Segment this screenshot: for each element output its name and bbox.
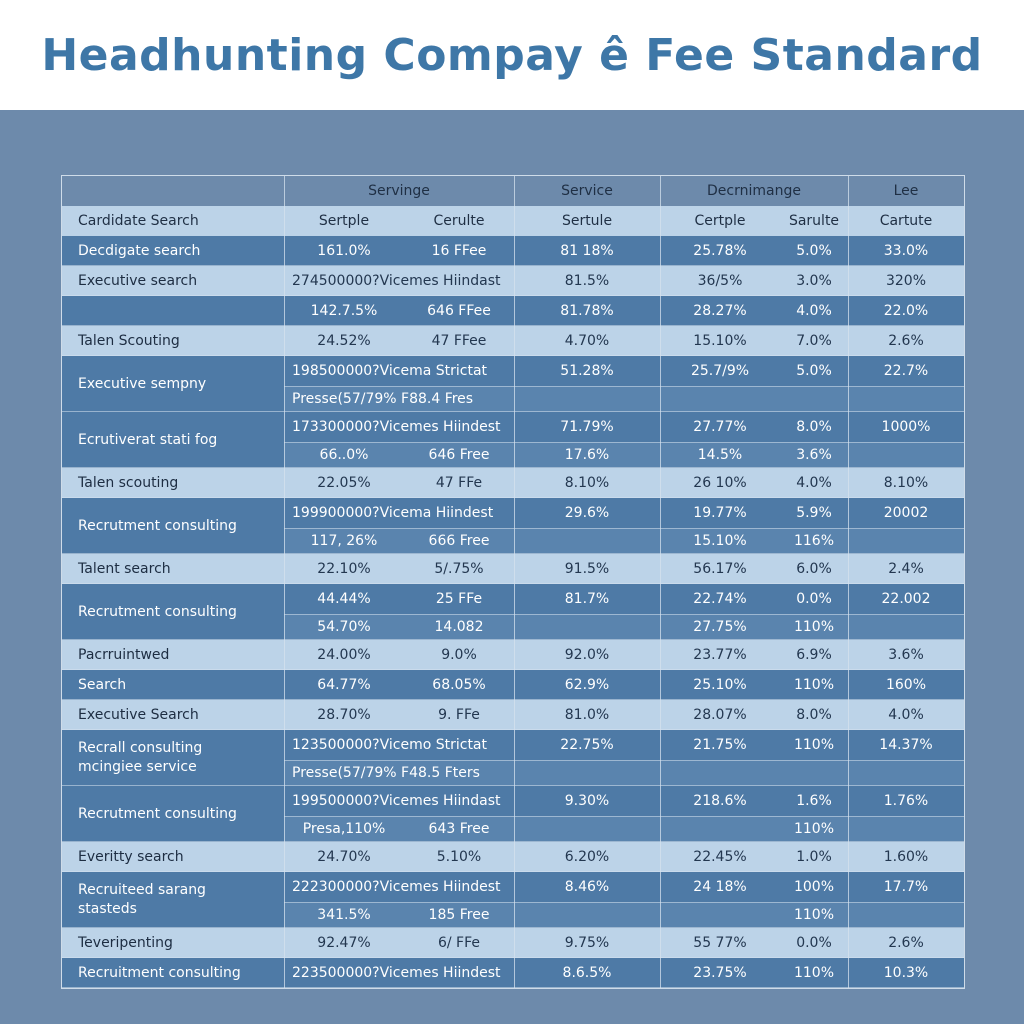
table-row — [62, 842, 964, 872]
fee-cell: 6.20% — [564, 849, 610, 865]
fee-cell: 2.4% — [888, 561, 924, 577]
fee-cell: 110% — [793, 737, 835, 753]
fee-cell: 3.0% — [796, 273, 832, 289]
fee-cell: 22.75% — [560, 737, 614, 753]
fee-cell: 4.0% — [796, 475, 832, 491]
fee-cell-merged: 199500000?Vicemes Hiindast — [292, 793, 501, 809]
fee-cell-merged: 173300000?Vicemes Hiindest — [292, 419, 501, 435]
fee-cell: 5.0% — [796, 363, 832, 379]
row-main-line — [62, 412, 964, 442]
table-subheader-row — [62, 206, 964, 236]
fee-cell: 8.46% — [564, 879, 610, 895]
table-row — [62, 958, 964, 988]
fee-cell: 0.0% — [796, 935, 832, 951]
row-main-line — [62, 700, 964, 730]
fee-cell: 1.76% — [883, 793, 929, 809]
fee-sub-cell: 27.75% — [693, 619, 747, 635]
fee-cell: 15.10% — [693, 333, 747, 349]
fee-sub-cell: 110% — [793, 619, 835, 635]
fee-sub-cell — [514, 816, 660, 842]
fee-cell: 44.44% — [317, 591, 371, 607]
fee-sub-cell: 185 Free — [428, 907, 490, 923]
fee-cell: 25.78% — [693, 243, 747, 259]
fee-sub-cell: 110% — [793, 821, 835, 837]
fee-cell: 28.27% — [693, 303, 747, 319]
fee-sub-cell-merged: Presse(57/79% F48.5 Fters — [292, 765, 480, 781]
fee-table — [61, 175, 965, 989]
column-subheader: Sarulte — [788, 213, 840, 229]
row-label-text: Talen scouting — [78, 474, 179, 491]
fee-sub-cell: 643 Free — [428, 821, 490, 837]
fee-sub-cell: 341.5% — [317, 907, 371, 923]
fee-cell: 56.17% — [693, 561, 747, 577]
table-row — [62, 356, 964, 412]
fee-cell: 8.10% — [564, 475, 610, 491]
row-main-line — [62, 296, 964, 326]
fee-cell: 22.05% — [317, 475, 371, 491]
fee-cell: 6.9% — [796, 647, 832, 663]
fee-cell: 51.28% — [560, 363, 614, 379]
table-row — [62, 584, 964, 640]
fee-cell: 9.30% — [564, 793, 610, 809]
fee-cell: 6/ FFe — [437, 935, 481, 951]
fee-cell: 27.77% — [693, 419, 747, 435]
fee-sub-cell: 116% — [793, 533, 835, 549]
fee-cell: 1.0% — [796, 849, 832, 865]
fee-cell: 22.0% — [883, 303, 929, 319]
fee-cell: 9.0% — [441, 647, 477, 663]
fee-sub-cell: Presa,110% — [302, 821, 386, 837]
fee-cell: 24 18% — [693, 879, 747, 895]
fee-cell: 10.3% — [883, 965, 929, 981]
row-main-line — [62, 554, 964, 584]
table-row — [62, 236, 964, 266]
table-row — [62, 730, 964, 786]
table-row — [62, 700, 964, 730]
row-sub-divider — [284, 614, 964, 615]
fee-cell: 646 FFee — [427, 303, 491, 319]
fee-cell: 92.0% — [564, 647, 610, 663]
fee-cell: 0.0% — [796, 591, 832, 607]
fee-cell: 142.7.5% — [310, 303, 378, 319]
fee-cell: 3.6% — [888, 647, 924, 663]
fee-cell: 33.0% — [883, 243, 929, 259]
fee-sub-cell — [514, 528, 660, 554]
row-sub-line — [284, 386, 964, 412]
fee-sub-cell: 17.6% — [564, 447, 610, 463]
fee-sub-cell — [848, 528, 964, 554]
fee-cell: 92.47% — [317, 935, 371, 951]
fee-cell: 24.70% — [317, 849, 371, 865]
fee-cell: 19.77% — [693, 505, 747, 521]
row-label-text: Recruitment consulting — [78, 964, 241, 981]
fee-cell: 5.0% — [796, 243, 832, 259]
fee-cell: 5.9% — [796, 505, 832, 521]
fee-cell: 21.75% — [693, 737, 747, 753]
row-main-line — [62, 468, 964, 498]
row-label-text: Recruiteed sarang — [78, 882, 206, 898]
fee-cell: 8.10% — [883, 475, 929, 491]
row-label-text: Decdigate search — [78, 242, 201, 259]
table-row — [62, 412, 964, 468]
fee-cell: 91.5% — [564, 561, 610, 577]
fee-cell: 25.7/9% — [690, 363, 750, 379]
fee-cell: 81.7% — [564, 591, 610, 607]
row-main-line — [62, 730, 964, 760]
table-row — [62, 928, 964, 958]
fee-sub-cell: 110% — [793, 907, 835, 923]
fee-cell: 5.10% — [436, 849, 482, 865]
row-label-text: Executive Search — [78, 706, 199, 723]
fee-cell: 110% — [793, 677, 835, 693]
fee-cell: 14.37% — [879, 737, 933, 753]
fee-sub-cell: 117, 26% — [310, 533, 378, 549]
table-row — [62, 872, 964, 928]
fee-cell: 25.10% — [693, 677, 747, 693]
column-divider — [660, 176, 661, 988]
row-label-text: Ecrutiverat stati fog — [78, 431, 218, 448]
row-label-text: Teveripenting — [78, 934, 173, 951]
table-row — [62, 786, 964, 842]
fee-cell: 22.7% — [883, 363, 929, 379]
table-row — [62, 670, 964, 700]
row-label-text: Recrall consulting — [78, 740, 203, 756]
row-main-line — [62, 266, 964, 296]
fee-cell: 9.75% — [564, 935, 610, 951]
fee-cell: 1000% — [881, 419, 931, 435]
fee-sub-cell: 15.10% — [693, 533, 747, 549]
fee-cell-merged: 123500000?Vicemo Strictat — [292, 737, 487, 753]
fee-sub-cell — [660, 816, 780, 842]
fee-sub-cell: 666 Free — [428, 533, 490, 549]
row-label-text: Recrutment consulting — [78, 517, 237, 534]
fee-cell: 7.0% — [796, 333, 832, 349]
row-main-line — [62, 356, 964, 386]
row-label-text: Talent search — [78, 560, 171, 577]
fee-cell: 22.74% — [693, 591, 747, 607]
fee-cell: 23.77% — [693, 647, 747, 663]
row-sub-line — [284, 760, 964, 786]
fee-sub-cell — [848, 816, 964, 842]
row-sub-divider — [284, 902, 964, 903]
fee-sub-cell: 54.70% — [317, 619, 371, 635]
row-main-line — [62, 670, 964, 700]
row-sub-divider — [284, 760, 964, 761]
row-label-text: Recrutment consulting — [78, 603, 237, 620]
fee-cell: 81.0% — [564, 707, 610, 723]
table-row — [62, 266, 964, 296]
fee-cell: 62.9% — [564, 677, 610, 693]
column-header: Service — [561, 183, 613, 199]
row-label-text-line2: stasteds — [78, 901, 137, 917]
row-label-text-line2: mcingiee service — [78, 759, 197, 775]
column-subheader: Sertple — [318, 213, 370, 229]
row-main-line — [62, 842, 964, 872]
row-label-text: Search — [78, 676, 127, 693]
table-row — [62, 554, 964, 584]
page-header — [0, 0, 1024, 110]
fee-cell: 161.0% — [317, 243, 371, 259]
fee-cell: 28.07% — [693, 707, 747, 723]
fee-cell: 1.6% — [796, 793, 832, 809]
fee-cell-merged: 222300000?Vicemes Hiindest — [292, 879, 501, 895]
fee-cell: 24.52% — [317, 333, 371, 349]
fee-cell: 6.0% — [796, 561, 832, 577]
fee-cell: 2.6% — [888, 935, 924, 951]
fee-cell: 71.79% — [560, 419, 614, 435]
row-sub-line — [284, 442, 964, 468]
fee-cell: 4.0% — [888, 707, 924, 723]
fee-sub-cell: 14.5% — [697, 447, 743, 463]
table-row — [62, 296, 964, 326]
fee-cell: 81 18% — [560, 243, 614, 259]
fee-sub-cell-merged: Presse(57/79% F88.4 Fres — [292, 391, 474, 407]
fee-cell: 100% — [793, 879, 835, 895]
fee-cell: 26 10% — [693, 475, 747, 491]
row-sub-line — [284, 528, 964, 554]
row-main-line — [62, 584, 964, 614]
fee-cell: 2.6% — [888, 333, 924, 349]
row-sub-line — [284, 902, 964, 928]
column-subheader: Certple — [694, 213, 746, 229]
fee-cell: 320% — [885, 273, 927, 289]
row-main-line — [62, 498, 964, 528]
fee-cell: 8.0% — [796, 707, 832, 723]
fee-cell: 5/.75% — [434, 561, 484, 577]
fee-sub-cell — [848, 902, 964, 928]
row-label-text: Everitty search — [78, 848, 184, 865]
fee-cell: 47 FFee — [431, 333, 487, 349]
fee-cell-merged: 198500000?Vicema Strictat — [292, 363, 488, 379]
row-sub-divider — [284, 442, 964, 443]
column-divider — [284, 176, 285, 988]
column-header: Servinge — [368, 183, 430, 199]
fee-cell: 23.75% — [693, 965, 747, 981]
fee-cell-merged: 223500000?Vicemes Hiindest — [292, 965, 501, 981]
column-divider — [848, 176, 849, 988]
table-row — [62, 326, 964, 356]
row-sub-divider — [284, 386, 964, 387]
fee-cell: 218.6% — [693, 793, 747, 809]
row-label-text: Executive sempny — [78, 375, 207, 392]
fee-cell: 81.5% — [564, 273, 610, 289]
fee-sub-cell: 14.082 — [434, 619, 484, 635]
row-main-line — [62, 928, 964, 958]
fee-cell: 22.45% — [693, 849, 747, 865]
fee-cell: 4.0% — [796, 303, 832, 319]
fee-cell: 16 FFee — [431, 243, 487, 259]
fee-cell: 64.77% — [317, 677, 371, 693]
row-label-text: Pacrruintwed — [78, 646, 170, 663]
row-main-line — [62, 958, 964, 988]
row-main-line — [62, 236, 964, 266]
row-sub-line — [284, 816, 964, 842]
fee-cell: 8.0% — [796, 419, 832, 435]
column-header: Lee — [893, 183, 919, 199]
fee-cell: 36/5% — [697, 273, 743, 289]
fee-cell: 160% — [885, 677, 927, 693]
fee-sub-cell — [514, 614, 660, 640]
column-divider — [514, 176, 515, 988]
table-row — [62, 498, 964, 554]
fee-cell-merged: 199900000?Vicema Hiindest — [292, 505, 494, 521]
row-sub-divider — [284, 528, 964, 529]
row-sub-divider — [284, 816, 964, 817]
fee-cell: 29.6% — [564, 505, 610, 521]
fee-cell-merged: 274500000?Vicemes Hiindast — [292, 273, 501, 289]
fee-cell: 22.10% — [317, 561, 371, 577]
row-main-line — [62, 872, 964, 902]
row-divider — [62, 987, 964, 988]
row-sub-line — [284, 614, 964, 640]
row-main-line — [62, 326, 964, 356]
row-main-line — [62, 786, 964, 816]
fee-cell: 22.002 — [881, 591, 931, 607]
column-subheader: Cardidate Search — [78, 213, 199, 229]
fee-cell: 24.00% — [317, 647, 371, 663]
fee-sub-cell — [848, 442, 964, 468]
fee-cell: 47 FFe — [435, 475, 483, 491]
fee-sub-cell — [848, 614, 964, 640]
fee-cell: 55 77% — [693, 935, 747, 951]
fee-cell: 110% — [793, 965, 835, 981]
fee-cell: 8.6.5% — [562, 965, 612, 981]
fee-sub-cell: 66..0% — [319, 447, 369, 463]
column-header: Decrnimange — [707, 183, 801, 199]
column-subheader: Cartute — [879, 213, 933, 229]
fee-cell: 68.05% — [432, 677, 486, 693]
fee-cell: 1.60% — [883, 849, 929, 865]
fee-cell: 28.70% — [317, 707, 371, 723]
row-label-text: Talen Scouting — [78, 332, 180, 349]
fee-cell: 4.70% — [564, 333, 610, 349]
fee-sub-cell: 646 Free — [428, 447, 490, 463]
fee-cell: 17.7% — [883, 879, 929, 895]
fee-cell: 20002 — [883, 505, 929, 521]
row-label-text: Executive search — [78, 272, 198, 289]
row-label-text: Recrutment consulting — [78, 805, 237, 822]
fee-cell: 9. FFe — [438, 707, 480, 723]
fee-cell: 81.78% — [560, 303, 614, 319]
table-row — [62, 640, 964, 670]
column-subheader: Cerulte — [433, 213, 485, 229]
fee-sub-cell — [660, 902, 780, 928]
table-header-row — [62, 176, 964, 206]
column-subheader: Sertule — [561, 213, 613, 229]
row-main-line — [62, 640, 964, 670]
page-title: Headhunting Compay ê Fee Standard — [41, 30, 983, 81]
table-row — [62, 468, 964, 498]
fee-sub-cell: 3.6% — [796, 447, 832, 463]
fee-sub-cell — [514, 902, 660, 928]
fee-cell: 25 FFe — [435, 591, 483, 607]
